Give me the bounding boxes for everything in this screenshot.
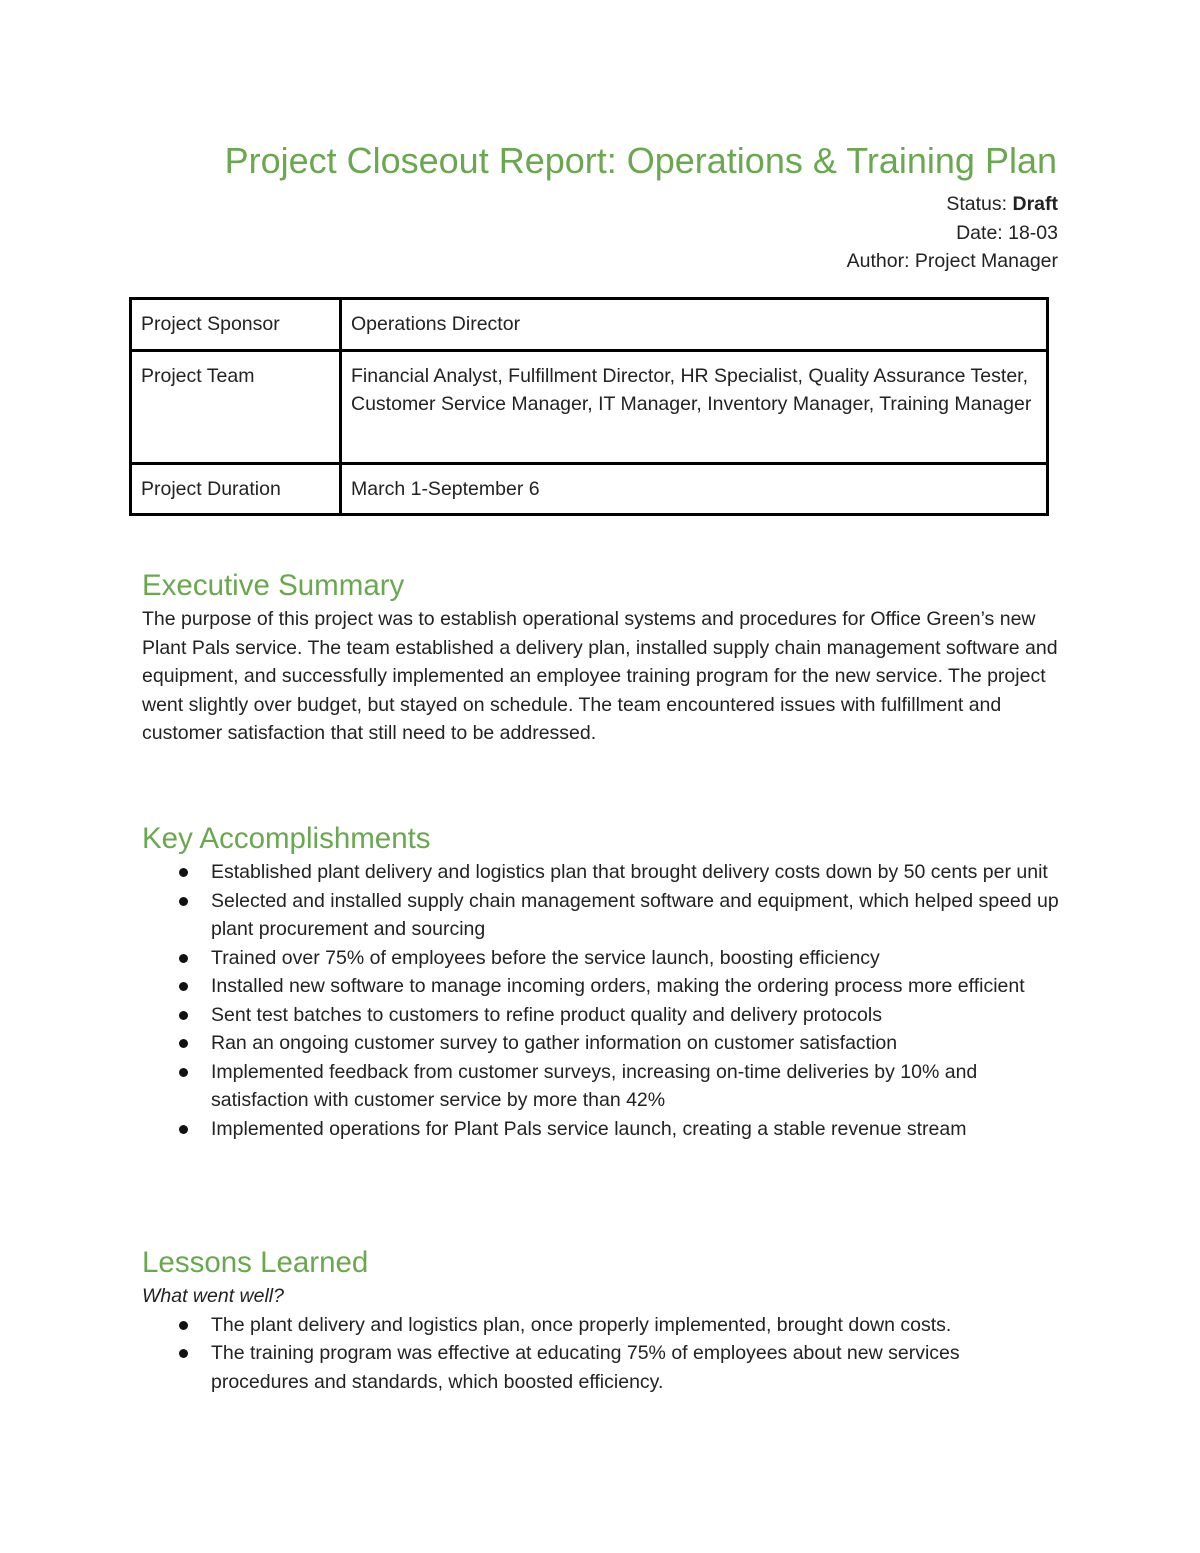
bullet-icon: [179, 1125, 188, 1134]
project-info-table: [129, 297, 1049, 516]
project-duration-value: March 1-September 6: [341, 463, 1048, 515]
key-accomplishments-heading: Key Accomplishments: [142, 822, 431, 855]
project-duration-label: Project Duration: [131, 463, 341, 515]
date-line: Date: 18-03: [956, 221, 1058, 244]
project-team-label: Project Team: [131, 350, 341, 463]
bullet-icon: [179, 868, 188, 877]
table-row: [131, 299, 1048, 351]
bullet-icon: [179, 982, 188, 991]
list-item: Installed new software to manage incoming orders, making the ordering process more efficient: [142, 972, 1062, 1001]
list-item: The plant delivery and logistics plan, once properly implemented, brought down costs.: [142, 1311, 1062, 1340]
project-sponsor-label: Project Sponsor: [131, 299, 341, 351]
list-item: Ran an ongoing customer survey to gather information on customer satisfaction: [142, 1029, 1062, 1058]
list-item: Implemented operations for Plant Pals service launch, creating a stable revenue stream: [142, 1115, 1062, 1144]
lessons-learned-heading: Lessons Learned: [142, 1246, 369, 1279]
list-item: The training program was effective at educating 75% of employees about new services procedures and standards, which boosted efficiency.: [142, 1339, 1062, 1396]
executive-summary-section: [142, 567, 1062, 748]
status-label: Status:: [946, 193, 1013, 215]
lessons-learned-section: [142, 1244, 1062, 1396]
lessons-learned-list: [142, 1311, 1062, 1397]
bullet-icon: [179, 1068, 188, 1077]
author-line: Author: Project Manager: [846, 250, 1058, 272]
bullet-icon: [179, 1349, 188, 1358]
status-line: [847, 190, 1058, 219]
list-item: Established plant delivery and logistics plan that brought delivery costs down by 50 cents per unit: [142, 858, 1062, 887]
document-title: Project Closeout Report: Operations & Training Plan: [224, 140, 1057, 181]
bullet-icon: [179, 1321, 188, 1330]
project-sponsor-value: Operations Director: [341, 299, 1048, 351]
key-accomplishments-section: [142, 820, 1062, 1143]
bullet-icon: [179, 1011, 188, 1020]
key-accomplishments-list: [142, 858, 1062, 1143]
document-meta: [847, 190, 1058, 276]
project-team-value: Financial Analyst, Fulfillment Director, HR Specialist, Quality Assurance Tester, Customer Service Manager, IT Manager, Inventory Manager, Training Manager: [341, 350, 1048, 463]
list-item: Implemented feedback from customer surveys, increasing on-time deliveries by 10% and satisfaction with customer service by more than 42%: [142, 1058, 1062, 1115]
status-value: Draft: [1012, 193, 1058, 215]
list-item: Trained over 75% of employees before the service launch, boosting efficiency: [142, 944, 1062, 973]
bullet-icon: [179, 897, 188, 906]
executive-summary-heading: Executive Summary: [142, 569, 405, 602]
bullet-icon: [179, 954, 188, 963]
list-item: Selected and installed supply chain management software and equipment, which helped speed up plant procurement and sourcing: [142, 887, 1062, 944]
table-row: [131, 350, 1048, 463]
bullet-icon: [179, 1039, 188, 1048]
what-went-well-subheading: What went well?: [142, 1285, 284, 1307]
executive-summary-body: The purpose of this project was to establish operational systems and procedures for Office Green’s new Plant Pals service. The team established a delivery plan, installed supply chain management software and equipment, and successfully implemented an employee training program for the new service. The project went slightly over budget, but stayed on schedule. The team encountered issues with fulfillment and customer satisfaction that still need to be addressed.: [142, 608, 1058, 744]
table-row: [131, 463, 1048, 515]
list-item: Sent test batches to customers to refine product quality and delivery protocols: [142, 1001, 1062, 1030]
